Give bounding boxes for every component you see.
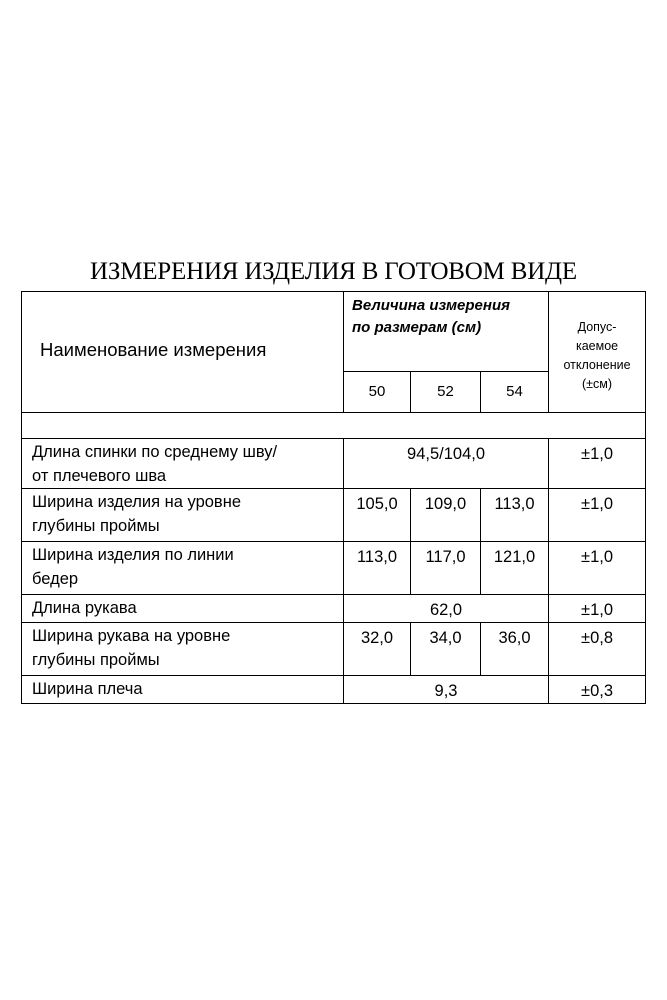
row-value-50: 32,0: [344, 623, 411, 676]
header-group-line2: по размерам (см): [352, 319, 482, 336]
header-tolerance-line2: каемое: [575, 339, 619, 353]
row-name-line1: Длина рукава: [32, 599, 137, 617]
row-value-54: 36,0: [481, 623, 549, 676]
header-tolerance-line3: отклонение: [563, 358, 631, 372]
header-tolerance-column: [549, 292, 646, 413]
row-name-line1: Длина спинки по среднему шву/: [32, 443, 278, 461]
measurements-table: [21, 291, 646, 704]
row-tolerance: ±0,3: [549, 676, 646, 704]
row-merged-value: 9,3: [344, 676, 549, 704]
spacer-row: [22, 413, 646, 439]
header-tolerance-line4: (±см): [582, 377, 613, 391]
size-54: 54: [481, 372, 549, 413]
row-merged-value: 62,0: [344, 595, 549, 623]
row-value-50: 113,0: [344, 542, 411, 595]
row-tolerance: ±1,0: [549, 595, 646, 623]
row-value-52: 109,0: [411, 489, 481, 542]
row-tolerance: ±1,0: [549, 439, 646, 489]
row-tolerance: ±0,8: [549, 623, 646, 676]
table-row: [22, 676, 646, 704]
row-value-52: 34,0: [411, 623, 481, 676]
row-name: [22, 676, 344, 704]
row-name-line2: глубины проймы: [32, 651, 160, 669]
row-name-line1: Ширина изделия по линии: [32, 546, 234, 564]
table-row: [22, 489, 646, 542]
row-name-line1: Ширина рукава на уровне: [32, 627, 231, 645]
row-name-line2: от плечевого шва: [32, 467, 167, 485]
size-50: 50: [344, 372, 411, 413]
row-name: [22, 489, 344, 542]
header-row: [22, 292, 646, 372]
table-row: [22, 542, 646, 595]
row-tolerance: ±1,0: [549, 542, 646, 595]
page-title: ИЗМЕРЕНИЯ ИЗДЕЛИЯ В ГОТОВОМ ВИДЕ: [90, 258, 577, 285]
spacer-cell: [22, 413, 646, 439]
row-merged-value: 94,5/104,0: [344, 439, 549, 489]
table-row: [22, 595, 646, 623]
size-52: 52: [411, 372, 481, 413]
row-value-54: 113,0: [481, 489, 549, 542]
row-name: [22, 623, 344, 676]
row-name-line1: Ширина плеча: [32, 680, 143, 698]
row-value-54: 121,0: [481, 542, 549, 595]
header-name-column: Наименование измерения: [22, 292, 344, 413]
header-size-group: [344, 292, 549, 372]
table-row: [22, 623, 646, 676]
row-name: [22, 542, 344, 595]
row-name-line2: глубины проймы: [32, 517, 160, 535]
row-name-line2: бедер: [32, 570, 79, 588]
row-name: [22, 595, 344, 623]
row-value-50: 105,0: [344, 489, 411, 542]
row-name: [22, 439, 344, 489]
row-name-line1: Ширина изделия на уровне: [32, 493, 241, 511]
header-tolerance-line1: Допус-: [577, 320, 617, 334]
header-group-line1: Величина измерения: [352, 297, 510, 314]
row-value-52: 117,0: [411, 542, 481, 595]
table-row: [22, 439, 646, 489]
row-tolerance: ±1,0: [549, 489, 646, 542]
